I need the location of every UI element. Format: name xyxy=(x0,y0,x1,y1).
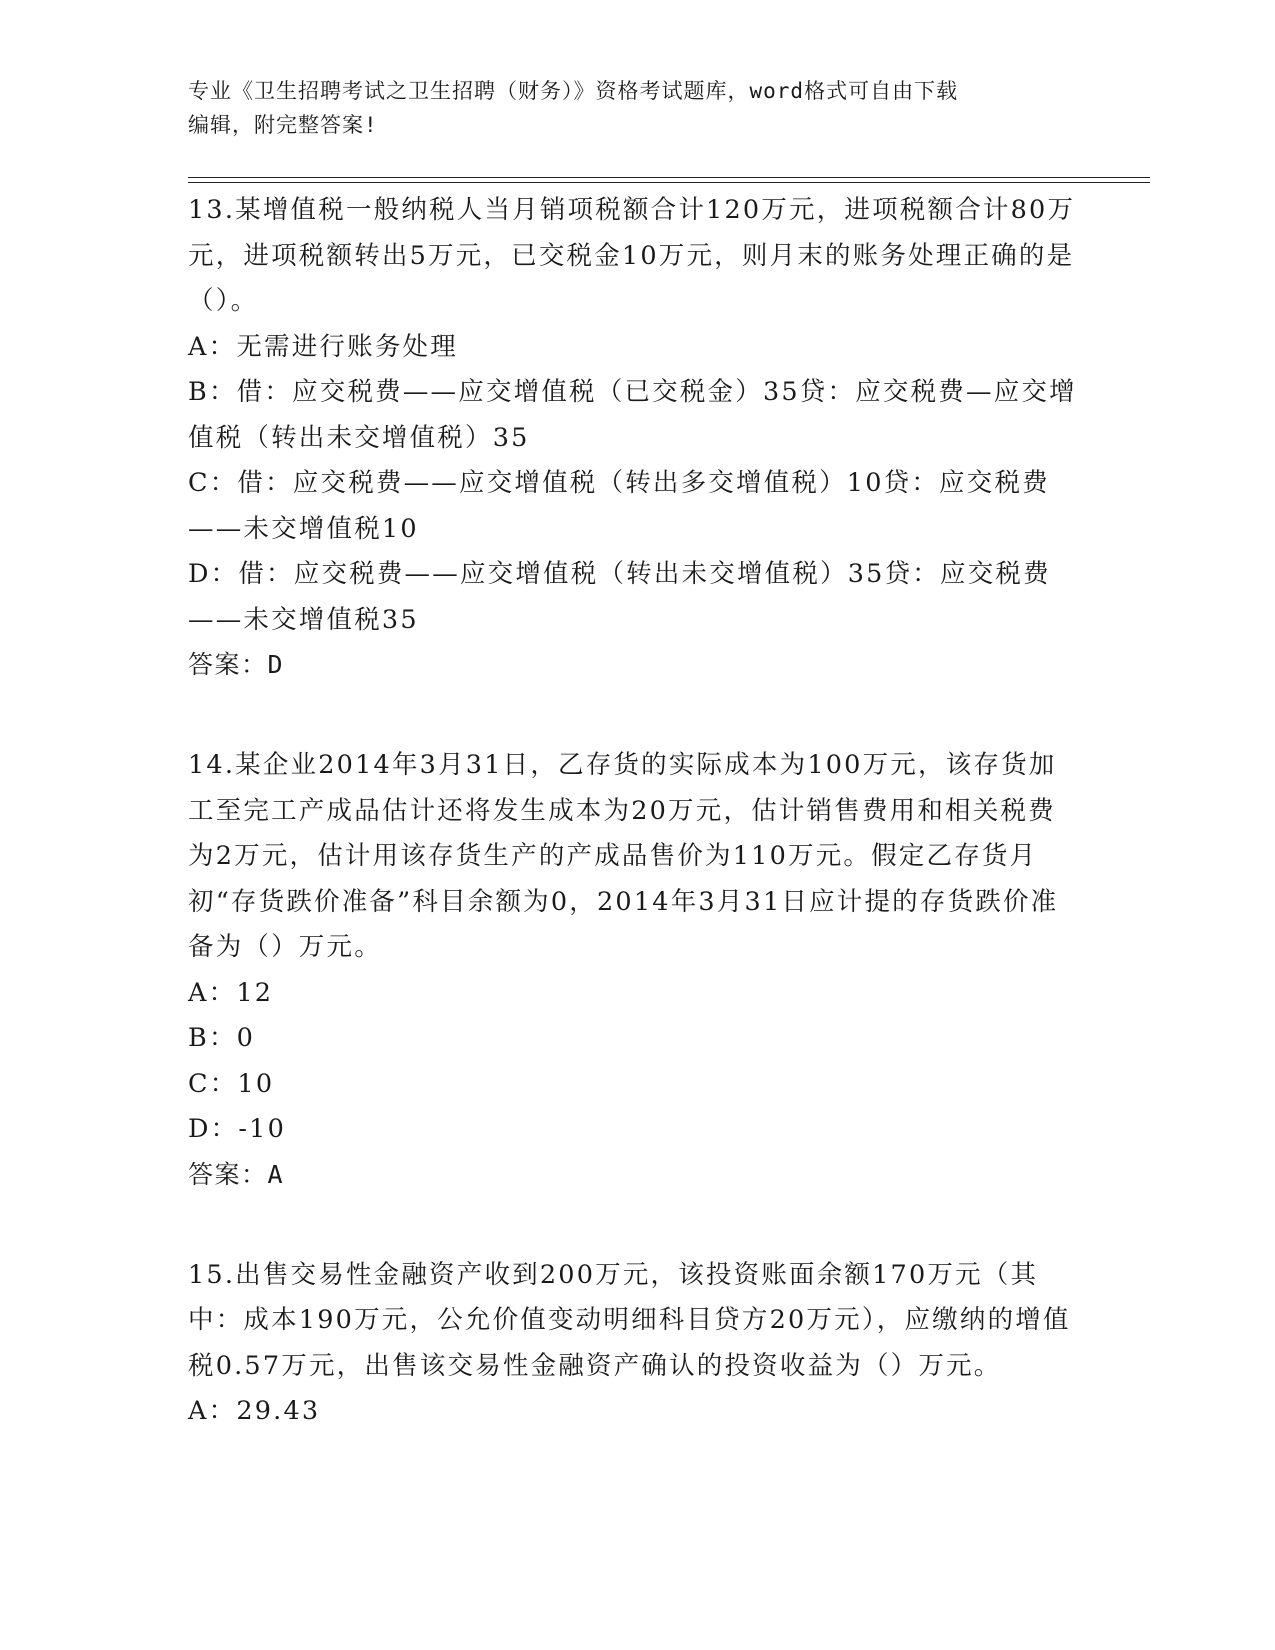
question-15 xyxy=(188,1253,1078,1435)
answer: 答案：A xyxy=(188,1159,285,1189)
option-c: C：10 xyxy=(188,1068,275,1099)
question-list xyxy=(188,188,1078,1435)
question-14 xyxy=(188,743,1078,1197)
option-b: B：借：应交税费——应交增值税（已交税金）35贷：应交税费—应交增值税（转出未交增值税）35 xyxy=(188,377,1077,453)
option-a: A：29.43 xyxy=(188,1396,321,1426)
question-stem: 13.某增值税一般纳税人当月销项税额合计120万元，进项税额合计80万元，进项税额转出5万元，已交税金10万元，则月末的账务处理正确的是（）。 xyxy=(188,195,1076,316)
option-b: B：0 xyxy=(188,1023,256,1053)
option-a: A：无需进行账务处理 xyxy=(188,331,458,362)
option-d: D：借：应交税费——应交增值税（转出未交增值税）35贷：应交税费——未交增值税35 xyxy=(188,559,1051,635)
spacer xyxy=(188,1197,1078,1253)
document-header xyxy=(188,74,1068,142)
spacer xyxy=(188,687,1078,743)
option-d: D：-10 xyxy=(188,1114,287,1144)
question-stem: 14.某企业2014年3月31日，乙存货的实际成本为100万元，该存货加工至完工产成品估计还将发生成本为20万元，估计销售费用和相关税费为2万元，估计用该存货生产的产成品售价为110万元。假定乙存货月初“存货跌价准备”科目余额为0，2014年3月31日应计提的存货跌价准备为（）万元。 xyxy=(188,750,1059,962)
question-stem: 15.出售交易性金融资产收到200万元，该投资账面余额170万元（其中：成本190万元，公允价值变动明细科目贷方20万元），应缴纳的增值税0.57万元，出售该交易性金融资产确认的投资收益为（）万元。 xyxy=(188,1259,1071,1381)
header-line-1: 专业《卫生招聘考试之卫生招聘（财务）》资格考试题库，word格式可自由下载 xyxy=(188,79,959,103)
header-rule-top xyxy=(188,177,1150,178)
header-line-2: 编辑，附完整答案! xyxy=(188,113,378,137)
question-13 xyxy=(188,188,1078,687)
option-a: A：12 xyxy=(188,977,274,1008)
header-rule-bottom xyxy=(188,182,1150,183)
answer: 答案：D xyxy=(188,650,285,679)
option-c: C：借：应交税费——应交增值税（转出多交增值税）10贷：应交税费——未交增值税10 xyxy=(188,468,1050,544)
